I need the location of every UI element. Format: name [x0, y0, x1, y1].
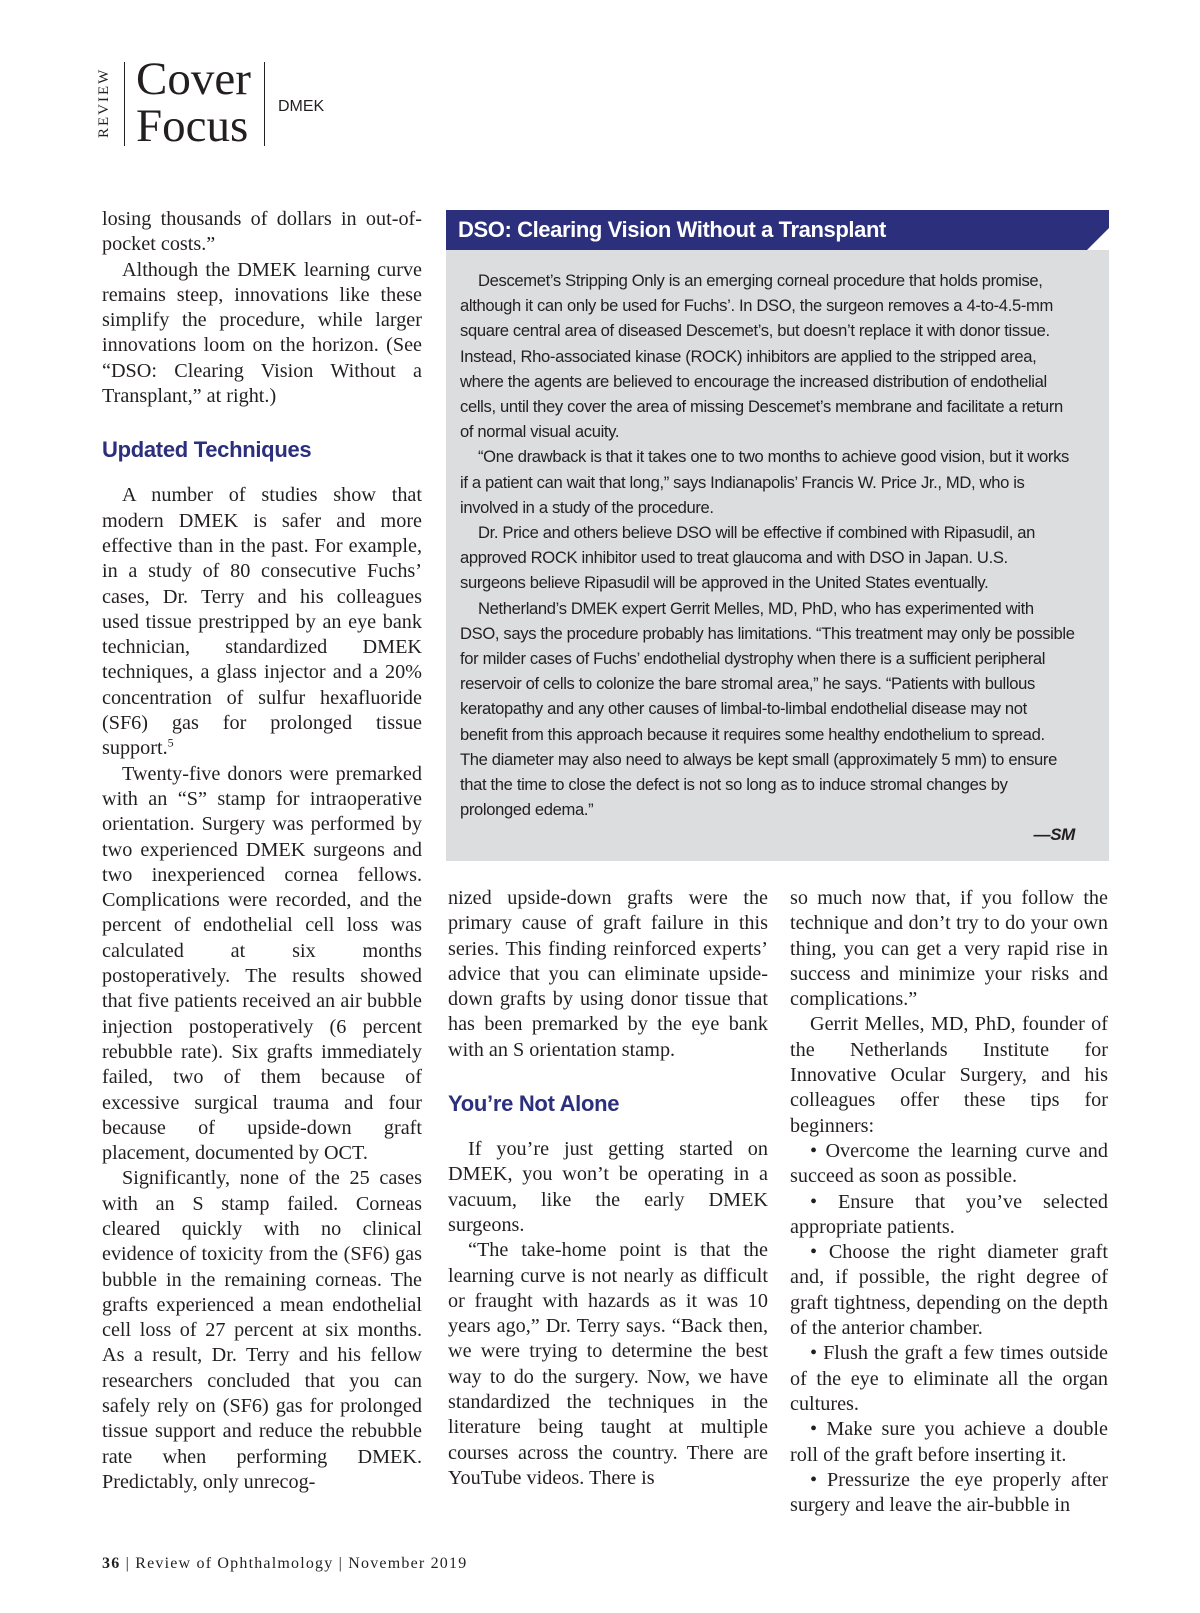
- tip-item: • Ensure that you’ve selected appropriate patients.: [790, 1190, 1108, 1238]
- masthead-divider: [124, 62, 125, 146]
- paragraph: so much now that, if you follow the technique and don’t try to do your own thing, you can get a very rapid rise in success and minimize your risks and complications.”: [790, 887, 1108, 1011]
- tip-item: • Overcome the learning curve and succeed as soon as possible.: [790, 1139, 1108, 1188]
- reference-number: 5: [167, 735, 174, 750]
- issue-date: November 2019: [348, 1555, 468, 1572]
- department-title: [136, 53, 264, 152]
- paragraph: “The take-home point is that the learning curve is not nearly as difficult or fraught with hazards as it was 10 years ago,” Dr. Terry says. “Back then, we were trying to determine the best way to do the surgery. Now, we have standardized the techniques in the literature being taught at multiple courses across the country. There are YouTube videos. There is: [448, 1239, 768, 1489]
- paragraph: Gerrit Melles, MD, PhD, founder of the Netherlands Institute for Innovative Ocular Surgery, and his colleagues offer these tips for beginners:: [790, 1013, 1108, 1137]
- sidebar-signature: —SM: [1033, 825, 1075, 845]
- sidebar-paragraph: Descemet’s Stripping Only is an emerging corneal procedure that holds promise, although it can only be used for Fuchs’. In DSO, the surgeon removes a 4-to-4.5-mm square central area of diseased Descemet’s, but doesn’t replace it with donor tissue. Instead, Rho-associated kinase (ROCK) inhibitors are applied to the stripped area, where the agents are believed to encourage the increased distribution of endothelial cells, until they cover the area of missing Descemet’s membrane and facilitate a return of normal visual acuity.: [460, 271, 1063, 442]
- paragraph: If you’re just getting started on DMEK, you won’t be operating in a vacuum, like the early DMEK surgeons.: [448, 1138, 768, 1236]
- title-line-cover: Cover: [136, 53, 251, 105]
- tip-item: • Pressurize the eye properly after surgery and leave the air-bubble in: [790, 1468, 1108, 1517]
- paragraph-text: A number of studies show that modern DMEK is safer and more effective than in the past. For example, in a study of 80 consecutive Fuchs’ cases, Dr. Terry and his colleagues used tissue prestripped by an eye bank technician, standardized DMEK techniques, a glass injector and a 20% concentration of sulfur hexafluoride (SF6) gas for prolonged tissue support.: [102, 484, 422, 760]
- page-footer: [102, 1555, 702, 1573]
- tip-item: • Choose the right diameter graft and, if possible, the right degree of graft tightness, depending on the depth of the anterior chamber.: [790, 1241, 1108, 1340]
- sidebar-paragraph: “One drawback is that it takes one to two months to achieve good vision, but it works if a patient can wait that long,” says Indianapolis’ Francis W. Price Jr., MD, who is involved in a study of the procedure.: [460, 447, 1069, 517]
- paragraph: Twenty-five donors were premarked with an “S” stamp for intraoperative orientation. Surgery was performed by two experienced DMEK surgeons and two inexperienced cornea fellows. Complications were recorded, and the percent of endothelial cell loss was calculated at six months postoperatively. The results showed that five patients received an air bubble injection postoperatively (6 percent rebubble rate). Six grafts immediately failed, two of them because of excessive surgical trauma and four because of upside-down graft placement, documented by OCT.: [102, 762, 422, 1165]
- footer-separator: |: [120, 1555, 136, 1572]
- sidebar-body: [446, 250, 1109, 861]
- sidebar-header: [446, 210, 1109, 250]
- subhead-updated-techniques: Updated Techniques: [102, 437, 312, 463]
- column-right: [790, 886, 1108, 1518]
- paragraph: Significantly, none of the 25 cases with an S stamp failed. Corneas cleared quickly with no clinical evidence of toxicity from the (SF6) gas bubble in the remaining corneas. The grafts experienced a mean endothelial cell loss of 27 percent at six months. As a result, Dr. Terry and his fellow researchers concluded that you can safely rely on (SF6) gas for prolonged tissue support and reduce the rebubble rate when performing DMEK. Predictably, only unrecog-: [102, 1167, 422, 1493]
- masthead-divider: [264, 62, 265, 146]
- column-middle: [448, 886, 768, 1491]
- paragraph: losing thousands of dollars in out-of-pocket costs.”: [102, 208, 422, 256]
- column-left: [102, 207, 422, 1495]
- sidebar-paragraph: Netherland’s DMEK expert Gerrit Melles, MD, PhD, who has experimented with DSO, says the procedure probably has limitations. “This treatment may only be possible for milder cases of Fuchs’ endothelial dystrophy when there is a sufficient peripheral reservoir of cells to colonize the bare stromal area,” he says. “Patients with bullous keratopathy and any other causes of limbal-to-limbal endothelial disease may not benefit from this approach because it requires some healthy endothelium to spread. The diameter may also need to always be kept small (approximately 5 mm) to ensure that the time to close the defect is not so long as to induce stromal changes by prolonged edema.”: [460, 598, 1075, 820]
- page-number: 36: [102, 1555, 121, 1572]
- sidebar-paragraph: Dr. Price and others believe DSO will be effective if combined with Ripasudil, an approved ROCK inhibitor used to treat glaucoma and with DSO in Japan. U.S. surgeons believe Ripasudil will be approved in the United States eventually.: [460, 523, 1036, 593]
- review-tag: REVIEW: [96, 67, 112, 139]
- paragraph: Although the DMEK learning curve remains steep, innovations like these simplify the procedure, while larger innovations loom on the horizon. (See “DSO: Clearing Vision Without a Transplant,” at right.): [102, 258, 422, 408]
- title-line-focus: Focus: [136, 100, 249, 152]
- tip-item: • Make sure you achieve a double roll of the graft before inserting it.: [790, 1418, 1108, 1466]
- paragraph: [102, 483, 422, 761]
- paragraph: nized upside-down grafts were the primary cause of graft failure in this series. This finding reinforced experts’ advice that you can eliminate upside-down grafts by using donor tissue that has been premarked by the eye bank with an S orientation stamp.: [448, 887, 768, 1061]
- footer-separator: |: [333, 1555, 349, 1572]
- tip-item: • Flush the graft a few times outside of the eye to eliminate all the organ cultures.: [790, 1342, 1108, 1415]
- publication-name: Review of Ophthalmology: [135, 1555, 334, 1572]
- sidebar-box: [446, 210, 1109, 861]
- section-label: DMEK: [278, 98, 325, 115]
- sidebar-title: DSO: Clearing Vision Without a Transplant: [458, 217, 886, 242]
- subhead-not-alone: You’re Not Alone: [448, 1091, 620, 1117]
